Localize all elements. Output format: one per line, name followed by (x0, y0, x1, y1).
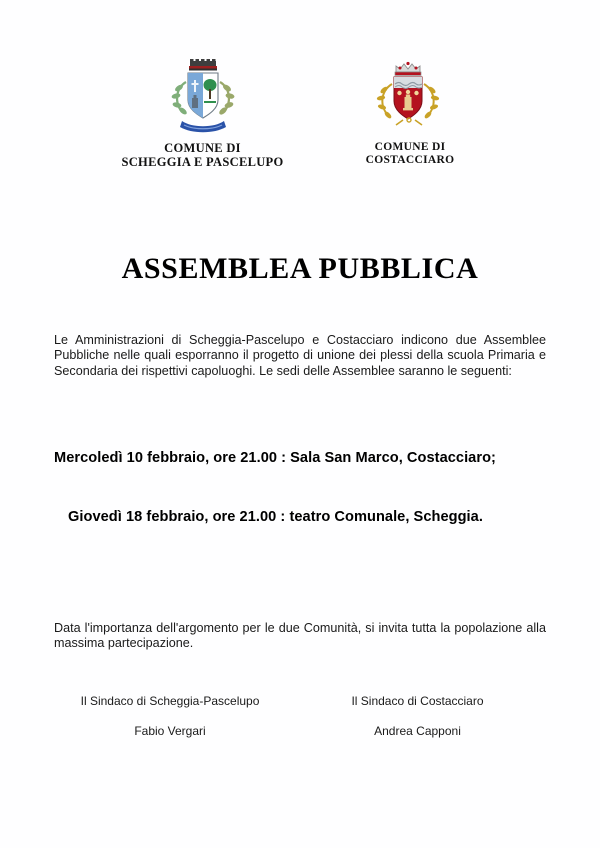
event-line-1: Mercoledì 10 febbraio, ore 21.00 : Sala San Marco, Costacciaro; (54, 450, 496, 466)
coat-of-arms-scheggia-e-pascelupo-icon (160, 58, 246, 138)
signature-name: Fabio Vergari (134, 724, 206, 738)
closing-paragraph: Data l'importanza dell'argomento per le due Comunità, si invita tutta la popolazione alla massima partecipazione. (54, 620, 546, 651)
signature-role: Il Sindaco di Scheggia-Pascelupo (80, 694, 260, 708)
page-title: ASSEMBLEA PUBBLICA (121, 252, 479, 286)
crest-caption-costacciaro (330, 141, 490, 167)
crest-caption-scheggia (115, 141, 290, 169)
event-line-2: Giovedì 18 febbraio, ore 21.00 : teatro Comunale, Scheggia. (68, 509, 483, 525)
signature-scheggia (55, 694, 285, 738)
signature-role: Il Sindaco di Costacciaro (351, 694, 484, 708)
crest-caption-line1: COMUNE DI (374, 141, 446, 153)
intro-paragraph: Le Amministrazioni di Scheggia-Pascelupo e Costacciaro indicono due Assemblee Pubbliche nelle quali esporranno il progetto di unione dei plessi della scuola Primaria e Secondaria dei rispettivi capoluoghi. Le sedi delle Assemblee saranno le seguenti: (54, 332, 546, 378)
crest-caption-line2: COSTACCIARO (365, 153, 455, 166)
crest-caption-line2: SCHEGGIA E PASCELUPO (121, 155, 284, 169)
signature-block (0, 694, 600, 764)
coat-of-arms-costacciaro-icon (370, 58, 450, 138)
signature-name: Andrea Capponi (374, 724, 461, 738)
crest-caption-line1: COMUNE DI (164, 141, 241, 155)
crest-block-costacciaro (330, 58, 490, 167)
signature-costacciaro (320, 694, 515, 738)
crest-block-scheggia-e-pascelupo (115, 58, 290, 169)
crest-header (0, 58, 600, 178)
